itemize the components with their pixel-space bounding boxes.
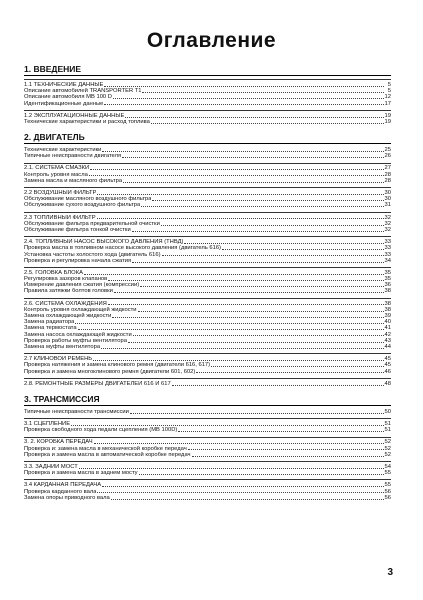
toc-subheading [24,437,391,446]
toc-group [24,437,391,459]
toc-subheading [24,378,391,387]
entry-title: Обслуживание фильтра предварительной очистки [24,220,160,227]
toc-entry [24,427,391,433]
dot-leader [101,348,384,349]
entry-page: 35 [384,276,391,283]
entry-title: Правила затяжки болтов головки [24,288,113,295]
entry-title: Технические характеристики [24,147,102,154]
dot-leader [192,456,384,457]
entry-title: 2.1. СИСТЕМА СМАЗКИ [24,165,90,172]
entry-title: Установка частоты холостого хода (двигатель 616) [24,251,161,258]
entry-page: 38 [384,288,391,295]
toc-group [24,236,391,264]
dot-leader [222,249,384,250]
dot-leader [132,262,383,263]
entry-page: 36 [384,282,391,289]
entry-title: Проверка масла в топливном насосе высокого давления (двигатель 616) [24,245,221,252]
section-heading: 1. ВВЕДЕНИЕ [24,64,391,76]
entry-page: 33 [384,245,391,252]
toc-group [24,378,391,387]
entry-page: 42 [384,331,391,338]
entry-page: 32 [384,220,391,227]
entry-page: 40 [384,319,391,326]
dot-leader [97,218,384,219]
entry-title: Обслуживание сухого воздушного фильтра [24,202,141,209]
entry-page: 28 [384,171,391,178]
entry-page: 32 [384,214,391,221]
toc-group [24,147,391,159]
dot-leader [102,151,383,152]
entry-page: 56 [384,488,391,495]
toc-entry [24,495,391,501]
entry-title: Проверка и замена масла в автоматической коробке передач [24,451,191,458]
toc-subheading [24,479,391,488]
entry-page: 32 [384,226,391,233]
toc-entry [24,470,391,476]
entry-page: 27 [384,165,391,172]
entry-title: 3.4 КАРДАННАЯ ПЕРЕДАЧА [24,482,102,489]
toc-group [24,110,391,125]
dot-leader [71,425,383,426]
dot-leader [97,492,383,493]
entry-title: 3. 2. КОРОБКА ПЕРЕДАЧ [24,439,93,446]
dot-leader [188,449,384,450]
entry-page: 51 [384,421,391,428]
entry-title: Идентификационные данные [24,100,104,107]
entry-title: Проверка и замена многоклинового ремня (двигатели 601, 602) [24,368,196,375]
dot-leader [78,329,384,330]
dot-leader [139,474,384,475]
dot-leader [125,117,383,118]
entry-page: 19 [384,118,391,125]
dot-leader [111,499,384,500]
dot-leader [172,385,384,386]
entry-page: 35 [384,269,391,276]
toc-group [24,298,391,351]
entry-page: 34 [384,257,391,264]
toc-entry [24,119,391,125]
entry-title: Замена опоры приводного вала [24,494,110,501]
entry-title: 2.4. ТОПЛИВНЫЙ НАСОС ВЫСОКОГО ДАВЛЕНИЯ (ТНВД) [24,239,184,246]
entry-page: 44 [384,343,391,350]
entry-title: Типичные неисправности двигателя [24,153,122,160]
toc-subheading [24,212,391,221]
entry-page: 38 [384,306,391,313]
toc-entry [24,344,391,350]
toc-group [24,79,391,107]
toc-subheading [24,418,391,427]
dot-leader [123,182,383,183]
entry-title: Проверка натяжения и замена клинового ремня (двигатели 616, 617) [24,362,211,369]
page-title: Оглавление [146,29,277,52]
entry-page: 30 [384,196,391,203]
entry-title: Проверка свободного хода педали сцепления (MB 100D) [24,427,178,434]
entry-page: 52 [384,451,391,458]
entry-title: Проверка и: замена масла в механической коробке передач [24,445,187,452]
entry-page: 38 [384,300,391,307]
toc-group [24,353,391,375]
toc-group [24,163,391,185]
entry-title: Описание автомобилей TRANSPORTER T1 [24,88,142,95]
toc-entry [24,227,391,233]
entry-page: 50 [384,408,391,415]
toc-entry [24,409,391,415]
dot-leader [104,86,384,87]
entry-title: Технические характеристики и расход топлива [24,118,150,125]
dot-leader [89,175,384,176]
entry-page: 31 [384,202,391,209]
entry-title: Проверка карданного вала [24,488,97,495]
toc [24,64,391,508]
toc-section [24,64,391,125]
entry-page: 26 [384,153,391,160]
entry-page: 28 [384,177,391,184]
dot-leader [162,255,384,256]
entry-title: 1.1 ТЕХНИЧЕСКИЕ ДАННЫЕ [24,81,104,88]
entry-page: 55 [384,482,391,489]
dot-leader [122,157,383,158]
entry-title: 2.7 КЛИНОВОЙ РЕМЕНЬ [24,356,93,363]
entry-page: 25 [384,147,391,154]
entry-page: 12 [384,94,391,101]
section-heading: 3. ТРАНСМИССИЯ [24,394,391,406]
toc-group [24,212,391,234]
toc-group [24,187,391,209]
toc-entry [24,178,391,184]
entry-title: 1.2 ЭКСПЛУАТАЦИОННЫЕ ДАННЫЕ [24,112,125,119]
entry-page: 5 [387,88,391,95]
entry-title: Типичные неисправности трансмиссии [24,408,129,415]
entry-title: 2.6. СИСТЕМА ОХЛАЖДЕНИЯ [24,300,107,307]
dot-leader [84,274,384,275]
toc-section [24,132,391,387]
entry-title: 2.3 ТОПЛИВНЫЙ ФИЛЬТР [24,214,96,221]
dot-leader [196,372,383,373]
dot-leader [93,360,383,361]
entry-page: 5 [387,81,391,88]
toc-group [24,418,391,433]
entry-title: Замена муфты вентилятора [24,343,101,350]
dot-leader [113,98,384,99]
entry-title: Контроль уровня масла [24,171,88,178]
toc-subheading [24,298,391,307]
dot-leader [152,200,383,201]
toc-entry [24,153,391,159]
entry-title: 2.8. РЕМОНТНЫЕ РАЗМЕРЫ ДВИГАТЕЛЕЙ 616 И 617 [24,380,171,387]
entry-title: Контроль уровня охлаждающей жидкости [24,306,137,313]
entry-page: 45 [384,362,391,369]
dot-leader [108,304,384,305]
toc-subheading [24,461,391,470]
entry-title: Обслуживание масляного воздушного фильтра [24,196,152,203]
dot-leader [128,342,384,343]
toc-subheading [24,110,391,119]
toc-group [24,479,391,501]
entry-page: 33 [384,239,391,246]
toc-entry [24,101,391,107]
dot-leader [75,323,383,324]
toc-group [24,409,391,415]
section-heading: 2. ДВИГАТЕЛЬ [24,132,391,144]
entry-title: Проверка работы муфты вентилятора [24,337,127,344]
entry-page: 41 [384,325,391,332]
entry-page: 33 [384,251,391,258]
dot-leader [138,311,384,312]
entry-page: 51 [384,427,391,434]
entry-page: 55 [384,470,391,477]
dot-leader [132,231,384,232]
dot-leader [184,243,383,244]
entry-page: 52 [384,439,391,446]
entry-page: 54 [384,464,391,471]
entry-title: Замена термостата [24,325,77,332]
toc-entry [24,289,391,295]
entry-title: Проверка и регулировка начала сжатия [24,257,132,264]
dot-leader [161,225,384,226]
dot-leader [108,280,383,281]
dot-leader [141,206,383,207]
toc-entry [24,369,391,375]
dot-leader [211,366,383,367]
dot-leader [130,413,384,414]
toc-entry [24,202,391,208]
entry-title: Замена радиатора [24,319,75,326]
entry-title: 3.3. ЗАДНИЙ МОСТ [24,464,78,471]
toc-entry [24,452,391,458]
toc-subheading [24,236,391,245]
entry-page: 30 [384,190,391,197]
entry-page: 46 [384,368,391,375]
toc-entry [24,258,391,264]
toc-group [24,461,391,476]
entry-page: 17 [384,100,391,107]
dot-leader [142,92,384,93]
entry-title: Регулировка зазоров клапанов [24,276,108,283]
dot-leader [112,317,383,318]
toc-subheading [24,79,391,88]
dot-leader [94,443,384,444]
entry-page: 45 [384,356,391,363]
entry-title: Замена масла и масляного фильтра [24,177,123,184]
toc-section [24,394,391,501]
entry-title: 2.5. ГОЛОВКА БЛОКА [24,269,83,276]
toc-subheading [24,267,391,276]
entry-title: Замена охлаждающей жидкости [24,313,112,320]
entry-title: Проверка и замена масла в заднем мосту [24,470,138,477]
dot-leader [104,104,383,105]
dot-leader [151,123,384,124]
entry-title: Обслуживание фильтра тонкой очистки [24,226,131,233]
entry-page: 43 [384,337,391,344]
dot-leader [114,292,384,293]
entry-title: 3.1 СЦЕПЛЕНИЕ [24,421,71,428]
entry-page: 48 [384,380,391,387]
dot-leader [140,286,383,287]
entry-title: Измерение давления сжатия (компрессии) [24,282,140,289]
toc-group [24,267,391,295]
entry-page: 39 [384,313,391,320]
dot-leader [102,486,383,487]
entry-page: 56 [384,494,391,501]
dot-leader [79,468,384,469]
dot-leader [133,335,384,336]
entry-title: Замена насоса охлаждающей жидкости [24,331,132,338]
entry-title: Описание автомобиля MB 100 D [24,94,112,101]
toc-subheading [24,163,391,172]
entry-page: 19 [384,112,391,119]
entry-page: 52 [384,445,391,452]
dot-leader [97,194,383,195]
entry-title: 2.2 ВОЗДУШНЫЙ ФИЛЬТР [24,190,97,197]
dot-leader [90,169,383,170]
toc-subheading [24,353,391,362]
dot-leader [178,431,383,432]
toc-subheading [24,187,391,196]
page-number: 3 [387,567,393,578]
